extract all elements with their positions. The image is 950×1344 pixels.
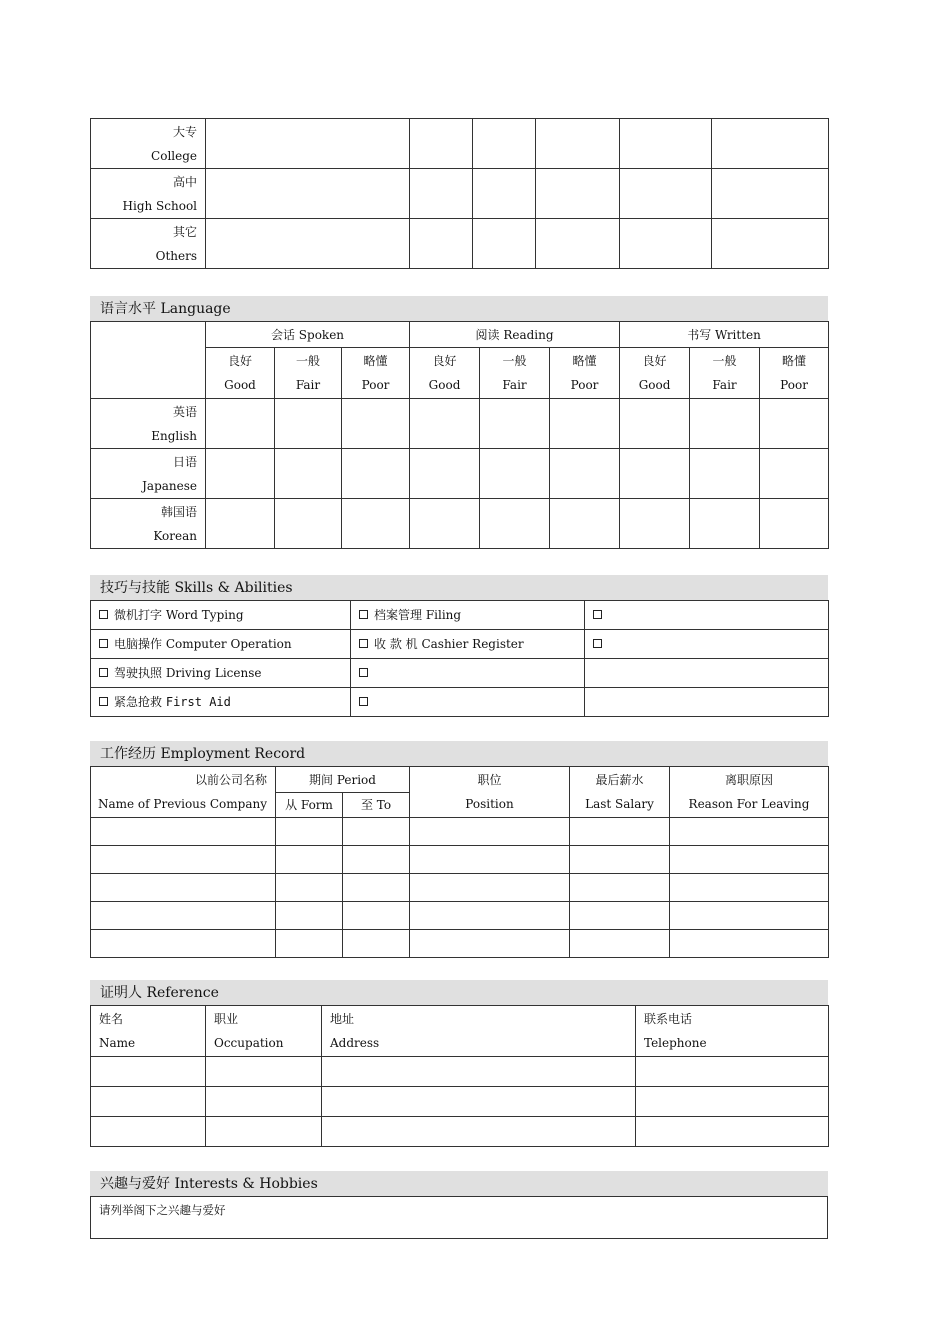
input-cell[interactable] <box>670 818 829 846</box>
skill-blank[interactable] <box>351 688 585 717</box>
input-cell[interactable] <box>570 874 670 902</box>
input-cell[interactable] <box>275 399 342 449</box>
input-cell[interactable] <box>410 874 570 902</box>
input-cell[interactable] <box>410 818 570 846</box>
skill-blank[interactable] <box>351 659 585 688</box>
input-cell[interactable] <box>322 1057 636 1087</box>
input-cell[interactable] <box>410 399 480 449</box>
input-cell[interactable] <box>276 874 343 902</box>
input-cell[interactable] <box>473 119 536 169</box>
checkbox-icon <box>99 697 108 706</box>
input-cell[interactable] <box>91 1057 206 1087</box>
input-cell[interactable] <box>760 399 829 449</box>
input-cell[interactable] <box>206 169 410 219</box>
input-cell[interactable] <box>410 219 473 269</box>
level-good: 良好 Good <box>410 348 480 399</box>
company-header: 以前公司名称 Name of Previous Company <box>91 767 276 818</box>
input-cell[interactable] <box>206 1117 322 1147</box>
input-cell[interactable] <box>690 499 760 549</box>
language-row-korean <box>91 499 829 549</box>
empty-cell <box>585 659 829 688</box>
education-row-college <box>91 119 829 169</box>
checkbox-icon <box>99 610 108 619</box>
input-cell[interactable] <box>712 169 829 219</box>
input-cell[interactable] <box>480 499 550 549</box>
employment-row <box>91 902 829 930</box>
input-cell[interactable] <box>760 499 829 549</box>
input-cell[interactable] <box>206 1057 322 1087</box>
checkbox-icon <box>593 639 602 648</box>
skill-cashier-register[interactable]: 收 款 机 Cashier Register <box>351 630 585 659</box>
address-header: 地址 Address <box>322 1006 636 1057</box>
language-table <box>90 321 828 549</box>
skill-word-typing[interactable]: 微机打字 Word Typing <box>91 601 351 630</box>
level-poor: 略懂 Poor <box>550 348 620 399</box>
input-cell[interactable] <box>480 449 550 499</box>
salary-header: 最后薪水 Last Salary <box>570 767 670 818</box>
employment-row <box>91 846 829 874</box>
employment-row <box>91 874 829 902</box>
input-cell[interactable] <box>91 874 276 902</box>
input-cell[interactable] <box>570 846 670 874</box>
input-cell[interactable] <box>410 930 570 958</box>
input-cell[interactable] <box>620 119 712 169</box>
education-row-high-school <box>91 169 829 219</box>
employment-row <box>91 818 829 846</box>
checkbox-icon <box>359 697 368 706</box>
input-cell[interactable] <box>620 399 690 449</box>
input-cell[interactable] <box>206 219 410 269</box>
education-row-others <box>91 219 829 269</box>
input-cell[interactable] <box>342 449 410 499</box>
corner-cell <box>91 322 206 399</box>
input-cell[interactable] <box>206 399 275 449</box>
input-cell[interactable] <box>410 449 480 499</box>
input-cell[interactable] <box>322 1117 636 1147</box>
interests-section-title: 兴趣与爱好 Interests & Hobbies <box>90 1171 828 1196</box>
level-poor: 略懂 Poor <box>342 348 410 399</box>
skills-table <box>90 600 828 717</box>
reference-row <box>91 1057 829 1087</box>
employment-table <box>90 766 828 958</box>
row-label: 日语 Japanese <box>91 449 206 499</box>
group-spoken: 会话 Spoken <box>206 322 410 348</box>
input-cell[interactable] <box>550 499 620 549</box>
input-cell[interactable] <box>473 169 536 219</box>
input-cell[interactable] <box>550 449 620 499</box>
reference-section-title: 证明人 Reference <box>90 980 828 1005</box>
reference-row <box>91 1117 829 1147</box>
input-cell[interactable] <box>636 1117 829 1147</box>
row-label: 韩国语 Korean <box>91 499 206 549</box>
interests-table <box>90 1196 828 1239</box>
input-cell[interactable] <box>670 930 829 958</box>
skills-section-title: 技巧与技能 Skills & Abilities <box>90 575 828 600</box>
input-cell[interactable] <box>536 119 620 169</box>
input-cell[interactable] <box>91 1087 206 1117</box>
checkbox-icon <box>359 639 368 648</box>
input-cell[interactable] <box>636 1057 829 1087</box>
level-good: 良好 Good <box>206 348 275 399</box>
input-cell[interactable] <box>636 1087 829 1117</box>
interests-note: 请列举阁下之兴趣与爱好 <box>99 1203 226 1217</box>
checkbox-icon <box>593 610 602 619</box>
skill-computer-operation[interactable]: 电脑操作 Computer Operation <box>91 630 351 659</box>
skill-filing[interactable]: 档案管理 Filing <box>351 601 585 630</box>
input-cell[interactable] <box>410 846 570 874</box>
input-cell[interactable] <box>570 818 670 846</box>
input-cell[interactable] <box>343 846 410 874</box>
input-cell[interactable] <box>206 1087 322 1117</box>
input-cell[interactable] <box>275 449 342 499</box>
checkbox-icon <box>99 639 108 648</box>
group-reading: 阅读 Reading <box>410 322 620 348</box>
reference-row <box>91 1087 829 1117</box>
skill-blank[interactable] <box>585 630 829 659</box>
row-label: 其它 Others <box>91 219 206 269</box>
checkbox-icon <box>359 668 368 677</box>
skill-first-aid[interactable]: 紧急抢救 First Aid <box>91 688 351 717</box>
input-cell[interactable] <box>473 219 536 269</box>
reason-header: 离职原因 Reason For Leaving <box>670 767 829 818</box>
language-row-english <box>91 399 829 449</box>
input-cell[interactable] <box>712 119 829 169</box>
input-cell[interactable] <box>276 846 343 874</box>
language-section-title: 语言水平 Language <box>90 296 828 321</box>
input-cell[interactable] <box>690 399 760 449</box>
input-cell[interactable] <box>91 902 276 930</box>
input-cell[interactable] <box>343 874 410 902</box>
row-label: 高中 High School <box>91 169 206 219</box>
name-header: 姓名 Name <box>91 1006 206 1057</box>
input-cell[interactable] <box>536 219 620 269</box>
input-cell[interactable] <box>410 169 473 219</box>
occupation-header: 职业 Occupation <box>206 1006 322 1057</box>
input-cell[interactable] <box>276 930 343 958</box>
input-cell[interactable] <box>760 449 829 499</box>
skill-driving-license[interactable]: 驾驶执照 Driving License <box>91 659 351 688</box>
input-cell[interactable] <box>620 499 690 549</box>
from-header: 从 Form <box>276 793 343 818</box>
input-cell[interactable] <box>670 846 829 874</box>
input-cell[interactable] <box>670 874 829 902</box>
input-cell[interactable] <box>206 449 275 499</box>
level-good: 良好 Good <box>620 348 690 399</box>
input-cell[interactable] <box>343 930 410 958</box>
row-label: 英语 English <box>91 399 206 449</box>
input-cell[interactable] <box>620 219 712 269</box>
interests-input[interactable] <box>91 1197 828 1239</box>
input-cell[interactable] <box>276 902 343 930</box>
employment-row <box>91 930 829 958</box>
group-written: 书写 Written <box>620 322 829 348</box>
input-cell[interactable] <box>91 846 276 874</box>
period-header: 期间 Period <box>276 767 410 793</box>
position-header: 职位 Position <box>410 767 570 818</box>
checkbox-icon <box>359 610 368 619</box>
input-cell[interactable] <box>343 902 410 930</box>
input-cell[interactable] <box>550 399 620 449</box>
input-cell[interactable] <box>410 499 480 549</box>
level-fair: 一般 Fair <box>275 348 342 399</box>
reference-table <box>90 1005 828 1147</box>
employment-section-title: 工作经历 Employment Record <box>90 741 828 766</box>
input-cell[interactable] <box>91 930 276 958</box>
input-cell[interactable] <box>620 449 690 499</box>
input-cell[interactable] <box>206 119 410 169</box>
input-cell[interactable] <box>275 499 342 549</box>
skill-blank[interactable] <box>585 601 829 630</box>
input-cell[interactable] <box>570 902 670 930</box>
input-cell[interactable] <box>91 1117 206 1147</box>
level-fair: 一般 Fair <box>480 348 550 399</box>
to-header: 至 To <box>343 793 410 818</box>
row-label: 大专 College <box>91 119 206 169</box>
input-cell[interactable] <box>410 119 473 169</box>
input-cell[interactable] <box>712 219 829 269</box>
input-cell[interactable] <box>536 169 620 219</box>
input-cell[interactable] <box>690 449 760 499</box>
input-cell[interactable] <box>91 818 276 846</box>
input-cell[interactable] <box>343 818 410 846</box>
input-cell[interactable] <box>276 818 343 846</box>
empty-cell <box>585 688 829 717</box>
level-poor: 略懂 Poor <box>760 348 829 399</box>
input-cell[interactable] <box>620 169 712 219</box>
input-cell[interactable] <box>342 499 410 549</box>
input-cell[interactable] <box>410 902 570 930</box>
level-fair: 一般 Fair <box>690 348 760 399</box>
input-cell[interactable] <box>570 930 670 958</box>
input-cell[interactable] <box>206 499 275 549</box>
telephone-header: 联系电话 Telephone <box>636 1006 829 1057</box>
input-cell[interactable] <box>670 902 829 930</box>
input-cell[interactable] <box>342 399 410 449</box>
input-cell[interactable] <box>480 399 550 449</box>
language-row-japanese <box>91 449 829 499</box>
checkbox-icon <box>99 668 108 677</box>
input-cell[interactable] <box>322 1087 636 1117</box>
education-table <box>90 118 828 269</box>
